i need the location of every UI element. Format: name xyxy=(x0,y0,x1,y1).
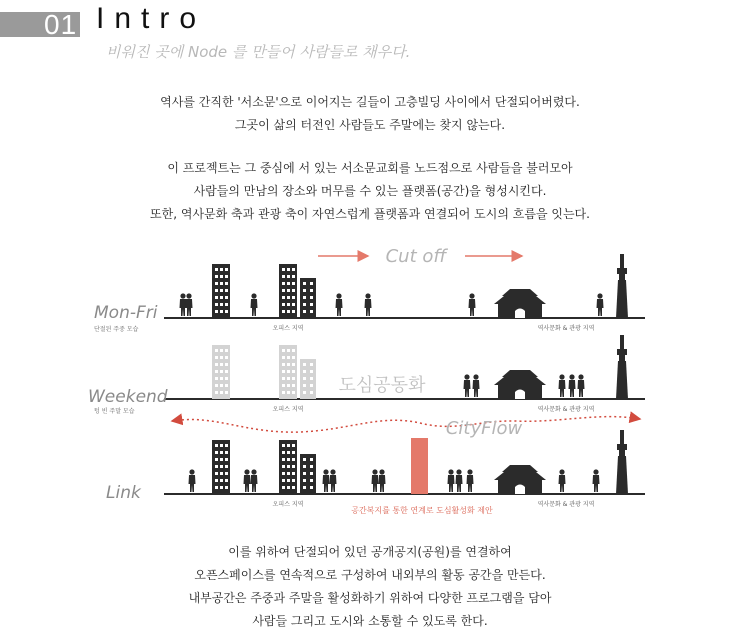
person-silhouette xyxy=(379,469,386,492)
historic-gate xyxy=(494,289,546,318)
person-silhouette xyxy=(180,293,187,316)
zone-label-history: 역사문화 & 관광 지역 xyxy=(537,406,595,413)
office-building-faded xyxy=(212,345,230,399)
person-silhouette xyxy=(189,469,196,492)
section-number: 01 xyxy=(44,9,78,40)
zone-label-history: 역사문화 & 관광 지역 xyxy=(537,501,595,508)
zone-label-history: 역사문화 & 관광 지역 xyxy=(537,325,595,332)
zone-label-office: 오피스 지역 xyxy=(272,501,304,508)
person-silhouette xyxy=(578,374,585,397)
office-building-faded xyxy=(300,359,316,399)
office-building xyxy=(300,454,316,494)
row-weekend xyxy=(88,335,645,415)
person-silhouette xyxy=(569,374,576,397)
intro-line: 그곳이 삶의 터전인 사람들도 주말에는 찾지 않는다. xyxy=(234,118,506,132)
office-building xyxy=(279,264,297,318)
seoul-tower xyxy=(616,430,628,494)
person-silhouette xyxy=(251,293,258,316)
intro-line: 역사를 간직한 '서소문'으로 이어지는 길들이 고층빌딩 사이에서 단절되어버렸다. xyxy=(160,95,580,109)
office-building xyxy=(300,278,316,318)
project-line: 사람들의 만남의 장소와 머무를 수 있는 플랫폼(공간)을 형성시킨다. xyxy=(193,184,547,198)
person-silhouette xyxy=(469,293,476,316)
office-building xyxy=(212,264,230,318)
person-silhouette xyxy=(473,374,480,397)
person-silhouette xyxy=(365,293,372,316)
row-caption: 텅 빈 주말 모습 xyxy=(94,408,135,415)
person-silhouette xyxy=(244,469,251,492)
person-silhouette xyxy=(372,469,379,492)
seoul-tower xyxy=(616,335,628,399)
seoul-tower xyxy=(616,254,628,318)
office-building-faded xyxy=(279,345,297,399)
city-flow-wave xyxy=(172,417,640,439)
cityflow-label: CityFlow xyxy=(445,418,523,439)
section-title: Intro xyxy=(96,2,207,35)
zone-label-office: 오피스 지역 xyxy=(272,325,304,332)
flow-line xyxy=(172,417,640,433)
historic-gate xyxy=(494,465,546,494)
row-label: Link xyxy=(106,483,141,503)
row-weekday xyxy=(94,246,645,333)
cutoff-label: Cut off xyxy=(385,246,447,267)
person-silhouette xyxy=(323,469,330,492)
node-church-block xyxy=(411,438,428,494)
closing-line: 내부공간은 주중과 주말을 활성화하기 위하여 다양한 프로그램을 담아 xyxy=(188,591,552,605)
row-label: Mon-Fri xyxy=(94,303,158,323)
office-building xyxy=(279,440,297,494)
hollowing-label: 도심공동화 xyxy=(338,375,426,396)
person-silhouette xyxy=(464,374,471,397)
proposal-caption: 공간복지를 통한 연계로 도심활성화 제안 xyxy=(351,506,493,515)
person-silhouette xyxy=(593,469,600,492)
person-silhouette xyxy=(597,293,604,316)
row-label: Weekend xyxy=(88,387,168,407)
row-caption: 단절된 주중 모습 xyxy=(94,326,139,333)
person-silhouette xyxy=(559,469,566,492)
zone-label-office: 오피스 지역 xyxy=(272,406,304,413)
row-link xyxy=(106,430,645,515)
person-silhouette xyxy=(456,469,463,492)
person-silhouette xyxy=(330,469,337,492)
person-silhouette xyxy=(559,374,566,397)
closing-line: 오픈스페이스를 연속적으로 구성하여 내외부의 활동 공간을 만든다. xyxy=(194,568,546,582)
person-silhouette xyxy=(186,293,193,316)
project-line: 또한, 역사문화 축과 관광 축이 자연스럽게 플랫폼과 연결되어 도시의 흐름을 잇는다. xyxy=(150,207,590,221)
person-silhouette xyxy=(251,469,258,492)
person-silhouette xyxy=(336,293,343,316)
closing-line: 이를 위하여 단절되어 있던 공개공지(공원)를 연결하여 xyxy=(228,545,512,559)
person-silhouette xyxy=(448,469,455,492)
office-building xyxy=(212,440,230,494)
closing-line: 사람들 그리고 도시와 소통할 수 있도록 한다. xyxy=(252,614,488,628)
project-line: 이 프로젝트는 그 중심에 서 있는 서소문교회를 노드점으로 사람들을 불러모아 xyxy=(167,161,573,175)
person-silhouette xyxy=(467,469,474,492)
historic-gate xyxy=(494,370,546,399)
closing-paragraph xyxy=(0,541,740,633)
section-subtitle: 비워진 곳에 Node 를 만들어 사람들로 채우다. xyxy=(106,43,411,61)
